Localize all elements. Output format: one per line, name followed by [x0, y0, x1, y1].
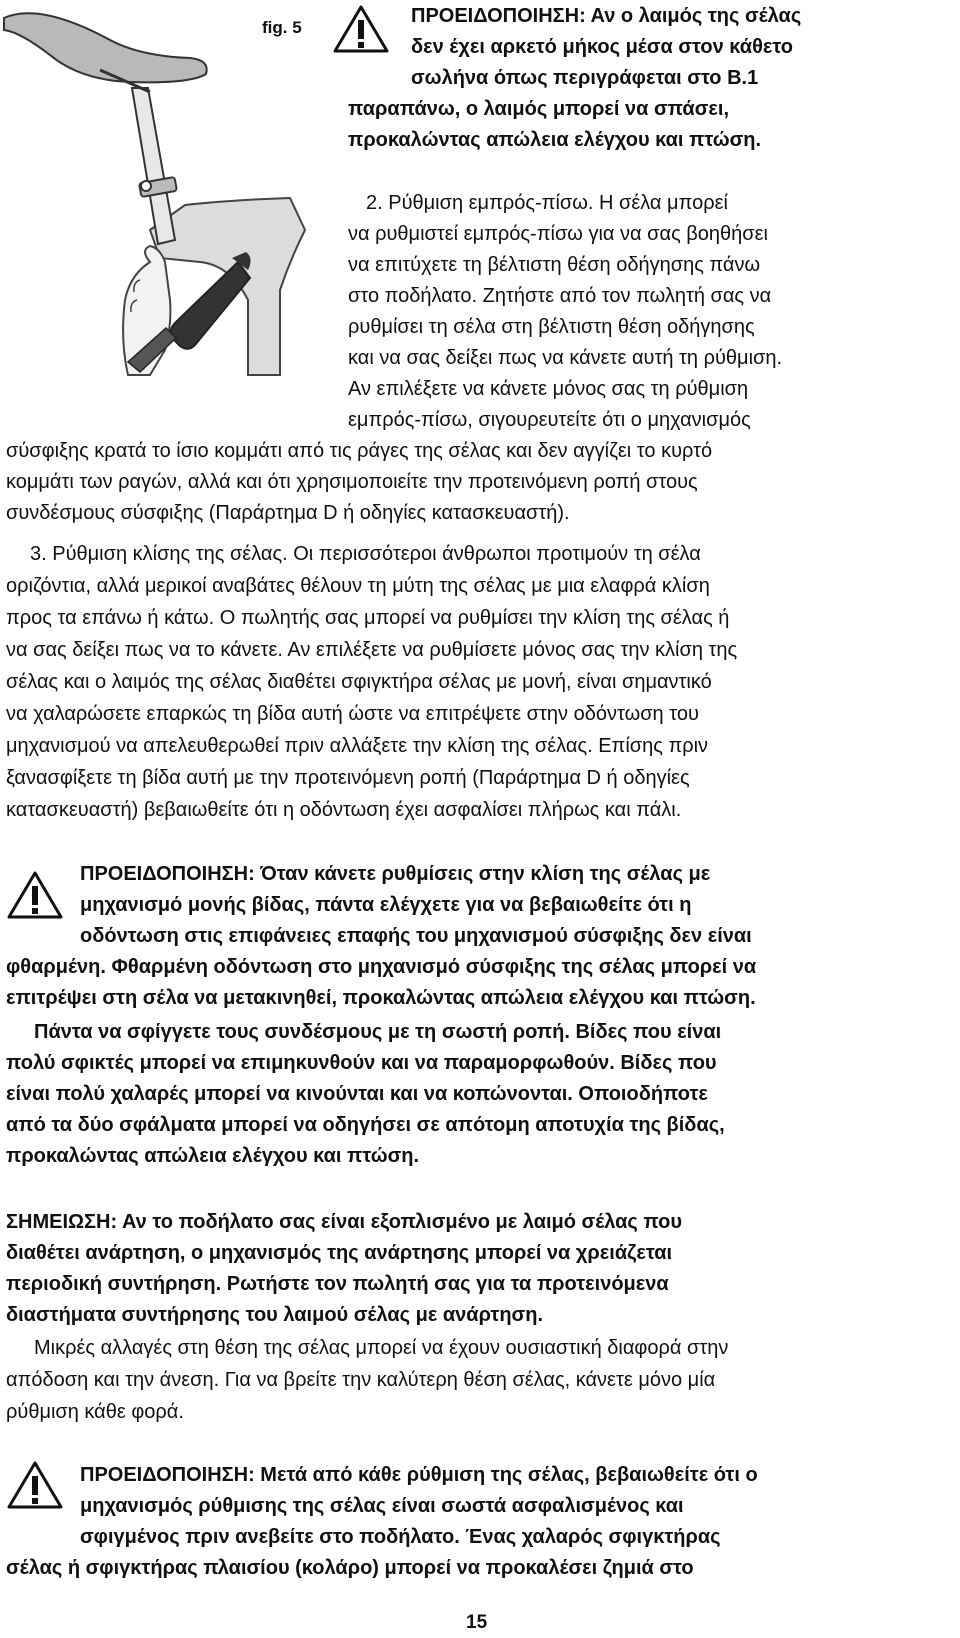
warning-2-line: από τα δύο σφάλματα μπορεί να οδηγήσει σε απότομη αποτυχία της βίδας,	[6, 1114, 725, 1136]
warning-3-line: μηχανισμός ρύθμισης της σέλας είναι σωστά ασφαλισμένος και	[80, 1495, 684, 1517]
section-3-line: κατασκευαστή) βεβαιωθείτε ότι η οδόντωση έχει ασφαλίσει πλήρως και πάλι.	[6, 799, 682, 821]
paragraph-line: ρύθμιση κάθε φορά.	[6, 1401, 184, 1423]
section-2-line: ρυθμίσει τη σέλα στη βέλτιστη θέση οδήγησης	[348, 316, 755, 338]
section-3-line: σέλας και ο λαιμός της σέλας διαθέτει σφιγκτήρα σέλας με μονή, είναι σημαντικό	[6, 671, 712, 693]
warning-2-line: Πάντα να σφίγγετε τους συνδέσμους με τη σωστή ροπή. Βίδες που είναι	[34, 1021, 722, 1043]
warning-2-line: ΠΡΟΕΙΔΟΠΟΙΗΣΗ: Όταν κάνετε ρυθμίσεις στην κλίση της σέλας με	[80, 863, 711, 885]
warning-2-line: μηχανισμό μονής βίδας, πάντα ελέγχετε για να βεβαιωθείτε ότι η	[80, 894, 692, 916]
warning-2-line: επιτρέψει στη σέλα να μετακινηθεί, προκαλώντας απώλεια ελέγχου και πτώση.	[6, 987, 756, 1009]
section-2-line: Αν επιλέξετε να κάνετε μόνος σας τη ρύθμιση	[348, 378, 749, 400]
warning-2-line: οδόντωση στις επιφάνειες επαφής του μηχανισμού σύσφιξης δεν είναι	[80, 925, 752, 947]
section-2-line: να ρυθμιστεί εμπρός-πίσω για να σας βοηθήσει	[348, 223, 768, 245]
note-line: διαθέτει ανάρτηση, ο μηχανισμός της ανάρτησης μπορεί να χρειάζεται	[6, 1242, 673, 1264]
warning-3-line: ΠΡΟΕΙΔΟΠΟΙΗΣΗ: Μετά από κάθε ρύθμιση της σέλας, βεβαιωθείτε ότι ο	[80, 1464, 758, 1486]
warning-2-line: προκαλώντας απώλεια ελέγχου και πτώση.	[6, 1145, 420, 1167]
warning-1-line: ΠΡΟΕΙΔΟΠΟΙΗΣΗ: Αν ο λαιμός της σέλας	[411, 5, 802, 27]
section-2-line: και να σας δείξει πως να κάνετε αυτή τη ρύθμιση.	[348, 347, 783, 369]
warning-1-line: σωλήνα όπως περιγράφεται στο Β.1	[411, 67, 759, 89]
section-2-line: στο ποδήλατο. Ζητήστε από τον πωλητή σας να	[348, 285, 772, 307]
section-2-line: να επιτύχετε τη βέλτιστη θέση οδήγησης πάνω	[348, 254, 761, 276]
section-3-line: οριζόντια, αλλά μερικοί αναβάτες θέλουν τη μύτη της σέλας με μια ελαφρά κλίση	[6, 575, 710, 597]
section-2-line: εμπρός-πίσω, σιγουρευτείτε ότι ο μηχανισμός	[348, 409, 751, 431]
warning-2-line: είναι πολύ χαλαρές μπορεί να κινούνται και να κοπώνονται. Οποιοδήποτε	[6, 1083, 708, 1105]
warning-2-line: φθαρμένη. Φθαρμένη οδόντωση στο μηχανισμό σύσφιξης της σέλας μπορεί να	[6, 956, 757, 978]
section-3-line: να σας δείξει πως να το κάνετε. Αν επιλέξετε να ρυθμίσετε μόνος σας την κλίση της	[6, 639, 738, 661]
section-3-line: ξανασφίξετε τη βίδα αυτή με την προτεινόμενη ροπή (Παράρτημα D ή οδηγίες	[6, 767, 690, 789]
section-3-line: 3. Ρύθμιση κλίσης της σέλας. Οι περισσότεροι άνθρωποι προτιμούν τη σέλα	[30, 543, 701, 565]
note-line: ΣΗΜΕΙΩΣΗ: Αν το ποδήλατο σας είναι εξοπλισμένο με λαιμό σέλας που	[6, 1211, 683, 1233]
section-2-line: κομμάτι των ραγών, αλλά και ότι χρησιμοποιείτε την προτεινόμενη ροπή στους	[6, 471, 698, 493]
note-line: διαστήματα συντήρησης του λαιμού σέλας με ανάρτηση.	[6, 1304, 544, 1326]
page-number: 15	[466, 1612, 488, 1633]
section-2-line: σύσφιξης κρατά το ίσιο κομμάτι από τις ράγες της σέλας και δεν αγγίζει το κυρτό	[6, 440, 713, 462]
paragraph-line: Μικρές αλλαγές στη θέση της σέλας μπορεί να έχουν ουσιαστική διαφορά στην	[34, 1337, 729, 1359]
note-line: περιοδική συντήρηση. Ρωτήστε τον πωλητή σας για τα προτεινόμενα	[6, 1273, 669, 1295]
section-2-line: συνδέσμους σύσφιξης (Παράρτημα D ή οδηγίες κατασκευαστή).	[6, 502, 570, 524]
warning-2-line: πολύ σφικτές μπορεί να επιμηκυνθούν και να παραμορφωθούν. Βίδες που	[6, 1052, 717, 1074]
section-3-line: μηχανισμού να απελευθερωθεί πριν αλλάξετε την κλίση της σέλας. Επίσης πριν	[6, 735, 709, 757]
warning-1-line: παραπάνω, ο λαιμός μπορεί να σπάσει,	[348, 98, 729, 120]
section-3-line: προς τα επάνω ή κάτω. Ο πωλητής σας μπορεί να ρυθμίσει την κλίση της σέλας ή	[6, 607, 730, 629]
warning-3-line: σέλας ή σφιγκτήρας πλαισίου (κολάρο) μπορεί να προκαλέσει ζημιά στο	[6, 1557, 694, 1579]
section-2-line: 2. Ρύθμιση εμπρός-πίσω. Η σέλα μπορεί	[366, 192, 728, 214]
figure-label: fig. 5	[262, 18, 302, 37]
paragraph-line: απόδοση και την άνεση. Για να βρείτε την καλύτερη θέση σέλας, κάνετε μόνο μία	[6, 1369, 716, 1391]
section-3-line: να χαλαρώσετε επαρκώς τη βίδα αυτή ώστε να επιτρέψετε στην οδόντωση του	[6, 703, 699, 725]
warning-3-line: σφιγμένος πριν ανεβείτε στο ποδήλατο. Ένας χαλαρός σφιγκτήρας	[80, 1526, 721, 1548]
warning-1-line: δεν έχει αρκετό μήκος μέσα στον κάθετο	[411, 36, 793, 58]
warning-1-line: προκαλώντας απώλεια ελέγχου και πτώση.	[348, 129, 762, 151]
